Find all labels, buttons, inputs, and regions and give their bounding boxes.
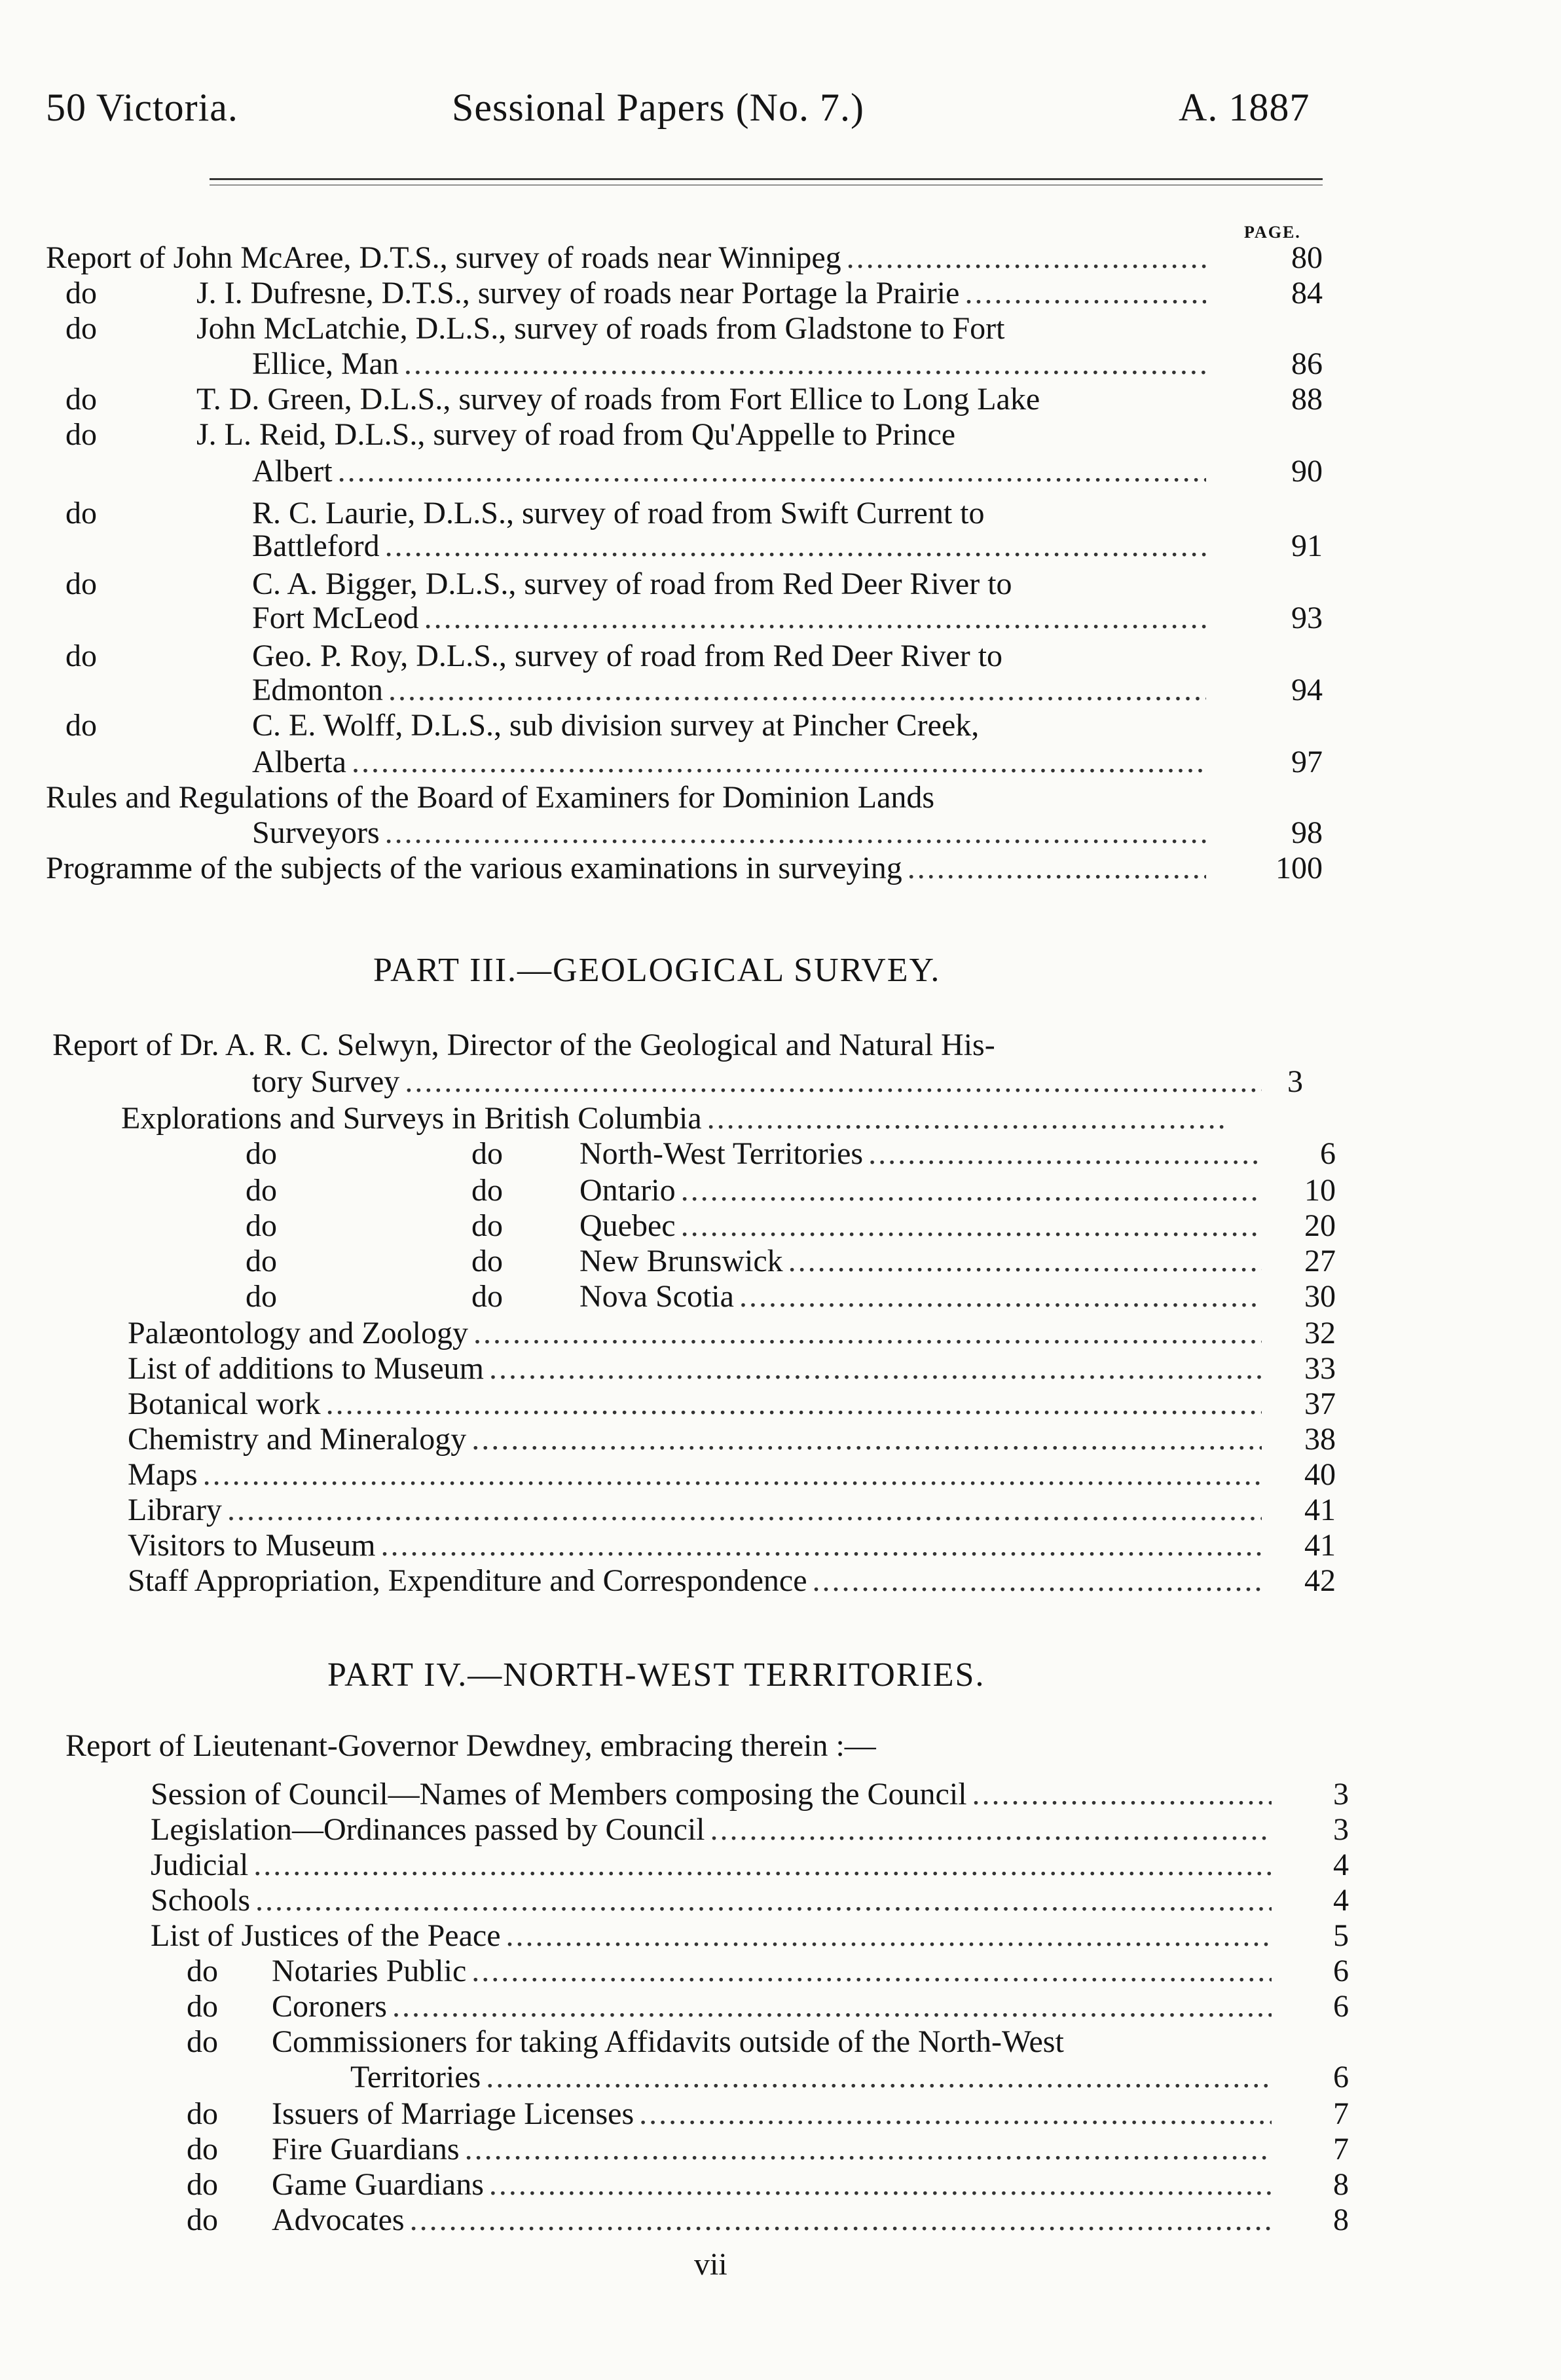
page-number: 6 [1333, 2060, 1349, 2094]
page-number: 80 [1291, 240, 1323, 275]
page-number: 40 [1304, 1457, 1336, 1492]
toc-entry-continuation: Ellice, Man ..... [252, 347, 1211, 382]
toc-entry: Judicial ..... [151, 1848, 1277, 1883]
page-number: 97 [1291, 745, 1323, 779]
toc-entry: Game Guardians ..... [272, 2168, 1277, 2203]
ditto-mark: do [187, 2167, 218, 2202]
page-number: 100 [1276, 851, 1323, 885]
page-number: 8 [1333, 2203, 1349, 2237]
page-number: 5 [1333, 1918, 1349, 1953]
page-number: 4 [1333, 1883, 1349, 1918]
header-center: Sessional Papers (No. 7.) [452, 86, 864, 129]
ditto-mark: do [65, 567, 97, 601]
toc-entry: Programme of the subjects of the various examinations in surveying ..... [46, 851, 1211, 886]
page-number: 91 [1291, 529, 1323, 563]
toc-entry-text: Report of Dr. A. R. C. Selwyn, Director of the Geological and Natural His- [52, 1028, 995, 1062]
toc-entry-continuation: Alberta ..... [252, 745, 1211, 780]
page-number: 7 [1333, 2132, 1349, 2166]
toc-entry-text: Geo. P. Roy, D.L.S., survey of road from Red Deer River to [252, 639, 1003, 673]
ditto-mark: do [471, 1279, 503, 1314]
page-number: 3 [1333, 1812, 1349, 1847]
toc-entry-text: T. D. Green, D.L.S., survey of roads from Fort Ellice to Long Lake [196, 382, 1040, 417]
toc-entry: Ontario ..... [579, 1174, 1267, 1208]
toc-entry: Chemistry and Mineralogy ..... [128, 1422, 1267, 1457]
page-number: 32 [1304, 1316, 1336, 1350]
toc-entry-continuation: Edmonton ..... [252, 673, 1211, 708]
ditto-mark: do [471, 1244, 503, 1278]
toc-entry-text: John McLatchie, D.L.S., survey of roads from Gladstone to Fort [196, 311, 1005, 346]
ditto-mark: do [471, 1173, 503, 1208]
ditto-mark: do [65, 276, 97, 310]
page-number: 6 [1333, 1989, 1349, 2024]
section-title-part4: PART IV.—NORTH-WEST TERRITORIES. [327, 1656, 985, 1694]
toc-entry: Quebec ..... [579, 1209, 1267, 1244]
header-right: A. 1887 [1179, 86, 1310, 129]
page-number: 27 [1304, 1244, 1336, 1278]
toc-entry-continuation: Albert ..... [252, 455, 1211, 489]
page-number: 37 [1304, 1386, 1336, 1421]
page-number: 7 [1333, 2096, 1349, 2131]
toc-entry: Report of John McAree, D.T.S., survey of roads near Winnipeg ..... [46, 241, 1211, 276]
toc-entry-continuation: Battleford ..... [252, 529, 1211, 564]
toc-entry: North-West Territories ..... [579, 1137, 1267, 1172]
page-number: 20 [1304, 1208, 1336, 1243]
toc-entry: Library ..... [128, 1493, 1267, 1528]
toc-entry: Visitors to Museum ..... [128, 1529, 1267, 1563]
toc-entry-text: Commissioners for taking Affidavits outside of the North-West [272, 2024, 1064, 2059]
toc-entry: Nova Scotia ..... [579, 1280, 1267, 1314]
ditto-mark: do [187, 1954, 218, 1988]
page-number: 88 [1291, 382, 1323, 417]
toc-entry: Session of Council—Names of Members composing the Council ..... [151, 1777, 1277, 1812]
toc-entry-continuation: Surveyors ..... [252, 816, 1211, 851]
page-number: 42 [1304, 1563, 1336, 1598]
ditto-mark: do [471, 1208, 503, 1243]
ditto-mark: do [187, 2024, 218, 2059]
toc-entry-text: C. E. Wolff, D.L.S., sub division survey at Pincher Creek, [252, 708, 980, 743]
toc-entry: List of Justices of the Peace ..... [151, 1919, 1277, 1954]
toc-entry: Palæontology and Zoology ..... [128, 1316, 1267, 1351]
page-number: 3 [1333, 1777, 1349, 1812]
page-number: 86 [1291, 346, 1323, 381]
page-number: 41 [1304, 1493, 1336, 1527]
page-number: 33 [1304, 1351, 1336, 1386]
toc-entry: Legislation—Ordinances passed by Council ..... [151, 1813, 1277, 1848]
page-number: 3 [1287, 1064, 1303, 1099]
ditto-mark: do [471, 1136, 503, 1171]
page-number: 90 [1291, 454, 1323, 489]
section-title-part3: PART III.—GEOLOGICAL SURVEY. [373, 952, 941, 989]
page-number: 41 [1304, 1528, 1336, 1563]
ditto-mark: do [65, 382, 97, 417]
toc-entry: List of additions to Museum ..... [128, 1352, 1267, 1386]
ditto-mark: do [246, 1136, 277, 1171]
ditto-mark: do [246, 1244, 277, 1278]
page-number: 98 [1291, 815, 1323, 850]
toc-entry-text: Rules and Regulations of the Board of Examiners for Dominion Lands [46, 780, 935, 815]
ditto-mark: do [187, 2132, 218, 2166]
page-column-label: PAGE. [1244, 223, 1301, 242]
toc-entry: J. I. Dufresne, D.T.S., survey of roads near Portage la Prairie ..... [196, 276, 1211, 311]
page-number: 93 [1291, 601, 1323, 635]
toc-entry-text: C. A. Bigger, D.L.S., survey of road from Red Deer River to [252, 567, 1012, 601]
toc-entry: Coroners ..... [272, 1990, 1277, 2024]
page-number: 38 [1304, 1422, 1336, 1457]
toc-entry-continuation: Fort McLeod ..... [252, 601, 1211, 636]
ditto-mark: do [246, 1173, 277, 1208]
toc-entry: New Brunswick ..... [579, 1244, 1267, 1279]
ditto-mark: do [246, 1279, 277, 1314]
page-number: 30 [1304, 1279, 1336, 1314]
toc-intro: Report of Lieutenant-Governor Dewdney, embracing therein :— [65, 1728, 876, 1763]
page-number: 6 [1333, 1954, 1349, 1988]
ditto-mark: do [187, 2203, 218, 2237]
toc-entry: Maps ..... [128, 1458, 1267, 1493]
header-left: 50 Victoria. [46, 86, 238, 129]
header-rule [210, 178, 1323, 180]
page-number: 10 [1304, 1173, 1336, 1208]
toc-entry: Schools ..... [151, 1884, 1277, 1918]
page-number: 8 [1333, 2167, 1349, 2202]
ditto-mark: do [65, 639, 97, 673]
toc-entry: Advocates ..... [272, 2203, 1277, 2238]
ditto-mark: do [246, 1208, 277, 1243]
toc-entry-text: R. C. Laurie, D.L.S., survey of road from Swift Current to [252, 496, 985, 530]
ditto-mark: do [187, 2096, 218, 2131]
ditto-mark: do [65, 311, 97, 346]
page-number: 94 [1291, 673, 1323, 707]
ditto-mark: do [65, 496, 97, 530]
toc-entry: Issuers of Marriage Licenses ..... [272, 2097, 1277, 2132]
ditto-mark: do [65, 708, 97, 743]
toc-entry: Explorations and Surveys in British Columbia ..... [121, 1102, 1234, 1136]
ditto-mark: do [187, 1989, 218, 2024]
toc-entry-text: J. L. Reid, D.L.S., survey of road from Qu'Appelle to Prince [196, 417, 956, 452]
page-number: 4 [1333, 1848, 1349, 1882]
toc-entry: Notaries Public ..... [272, 1954, 1277, 1989]
toc-entry-continuation: Territories ..... [350, 2060, 1277, 2095]
toc-entry: Botanical work ..... [128, 1387, 1267, 1422]
toc-entry: Staff Appropriation, Expenditure and Correspondence ..... [128, 1564, 1267, 1599]
toc-entry: Fire Guardians ..... [272, 2132, 1277, 2167]
page-number: 84 [1291, 276, 1323, 310]
ditto-mark: do [65, 417, 97, 452]
toc-entry-continuation: tory Survey ..... [252, 1065, 1267, 1100]
page-number: 6 [1320, 1136, 1336, 1171]
page-folio: vii [694, 2247, 727, 2282]
